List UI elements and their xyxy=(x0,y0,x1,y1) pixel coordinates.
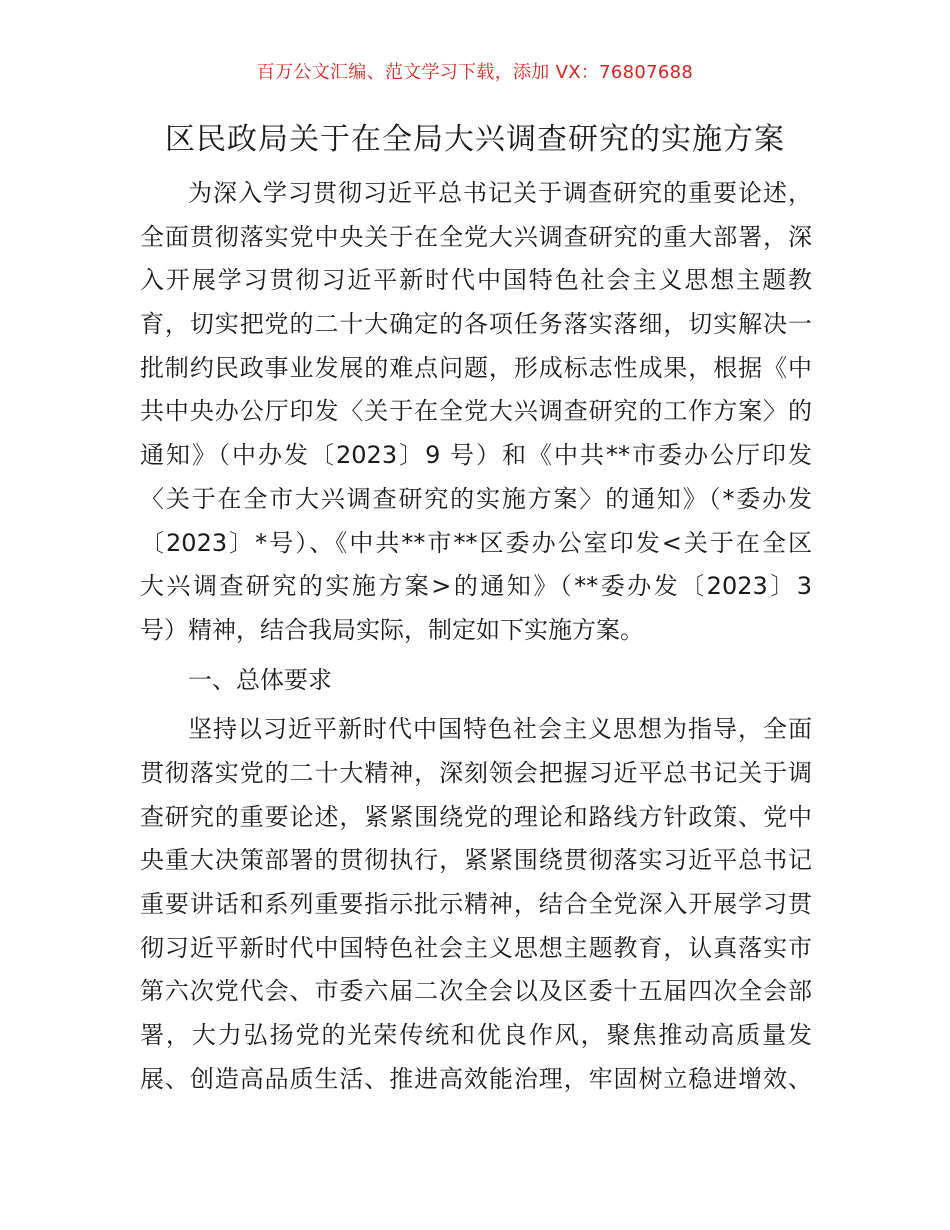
section-1-heading: 一、总体要求 xyxy=(188,665,332,694)
paragraph-2-line: 第六次党代会、市委六届二次全会以及区委十五届四次全会部 xyxy=(140,977,812,1006)
paragraph-2-line: 重要讲话和系列重要指示批示精神，结合全党深入开展学习贯 xyxy=(140,890,812,918)
paragraph-1-line: 通知》（中办发〔2023〕9 号）和《中共**市委办公厅印发 xyxy=(140,441,812,470)
paragraph-1-line: 共中央办公厅印发〈关于在全党大兴调查研究的工作方案〉的 xyxy=(140,397,812,426)
header-note: 百万公文汇编、范文学习下载，添加 VX：76807688 xyxy=(256,62,694,83)
paragraph-1-line: 入开展学习贯彻习近平新时代中国特色社会主义思想主题教 xyxy=(140,266,812,295)
paragraph-1-line: 为深入学习贯彻习近平总书记关于调查研究的重要论述， xyxy=(188,179,812,207)
paragraph-2-line: 贯彻落实党的二十大精神，深刻领会把握习近平总书记关于调 xyxy=(140,758,812,787)
paragraph-1-line: 〈关于在全市大兴调查研究的实施方案〉的通知》（*委办发 xyxy=(140,484,812,513)
paragraph-1-line: 大兴调查研究的实施方案>的通知》（**委办发〔2023〕3 xyxy=(140,572,812,601)
paragraph-1-line: 号）精神，结合我局实际，制定如下实施方案。 xyxy=(140,615,644,644)
paragraph-2-line: 展、创造高品质生活、推进高效能治理，牢固树立稳进增效、 xyxy=(140,1064,812,1093)
paragraph-2-line: 坚持以习近平新时代中国特色社会主义思想为指导，全面 xyxy=(188,715,812,744)
paragraph-1-line: 全面贯彻落实党中央关于在全党大兴调查研究的重大部署，深 xyxy=(140,222,812,251)
paragraph-1-line: 育，切实把党的二十大确定的各项任务落实落细，切实解决一 xyxy=(140,310,812,339)
paragraph-2-line: 署，大力弘扬党的光荣传统和优良作风，聚焦推动高质量发 xyxy=(140,1021,812,1050)
paragraph-2-line: 彻习近平新时代中国特色社会主义思想主题教育，认真落实市 xyxy=(140,933,812,962)
paragraph-2-line: 央重大决策部署的贯彻执行，紧紧围绕贯彻落实习近平总书记 xyxy=(140,846,812,875)
document-title: 区民政局关于在全局大兴调查研究的实施方案 xyxy=(165,122,785,157)
paragraph-2-line: 查研究的重要论述，紧紧围绕党的理论和路线方针政策、党中 xyxy=(140,802,812,831)
document-body xyxy=(140,172,812,1101)
paragraph-1-line: 批制约民政事业发展的难点问题，形成标志性成果，根据《中 xyxy=(140,353,812,382)
paragraph-1-line: 〔2023〕*号）、《中共**市**区委办公室印发<关于在全区 xyxy=(140,528,812,557)
